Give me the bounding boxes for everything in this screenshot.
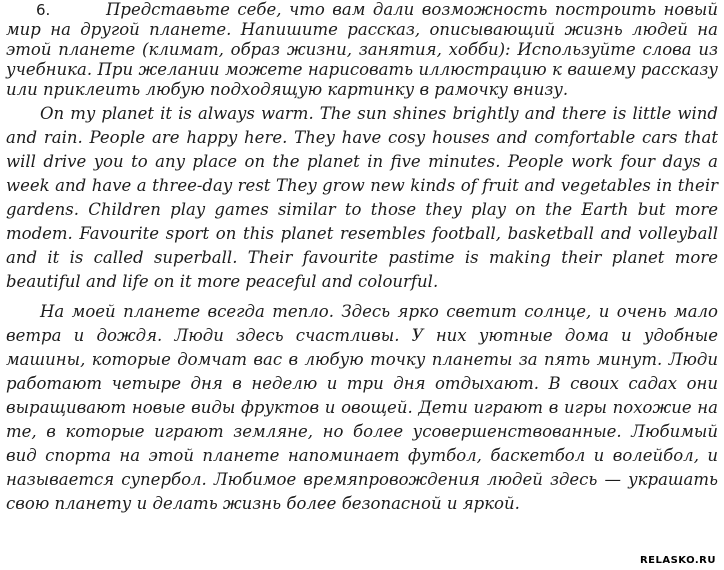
task-number: 6. (36, 1, 51, 19)
task-text: Представьте себе, что вам дали возможность построить новый мир на другой планете. Напишите рассказ, описывающий жизнь людей на этой планете (климат, образ жизни, занятия, хобби): Используйте слова из учебника. При желании можете нарисовать иллюстрацию к вашему рассказу или приклеить любую подходящую картинку в рамочку внизу. (6, 0, 718, 99)
essay-english: On my planet it is always warm. The sun shines brightly and there is little wind and rain. People are happy here. They have cosy houses and comfortable cars that will drive you to any place on the planet in five minutes. People work four days a week and have a three-day rest They grow new kinds of fruit and vegetables in their gardens. Children play games similar to those they play on the Earth but more modem. Favourite sport on this planet resembles football, basketball and volleyball and it is called superball. Their favourite pastime is making their planet more beautiful and life on it more peaceful and colourful. (6, 104, 718, 291)
watermark-text: RELASKO.RU (639, 555, 716, 566)
document-page (6, 0, 718, 570)
task-instruction (6, 0, 718, 100)
essay-russian: На моей планете всегда тепло. Здесь ярко светит солнце, и очень мало ветра и дождя. Люди здесь счастливы. У них уютные дома и удобные машины, которые домчат вас в любую точку планеты за пять минут. Люди работают четыре дня в неделю и три дня отдыхают. В своих садах они выращивают новые виды фруктов и овощей. Дети играют в игры похожие на те, в которые играют земляне, но более усовершенствованные. Любимый вид спорта на этой планете напоминает футбол, баскетбол и волейбол, и называется супербол. Любимое времяпровождения людей здесь — украшать свою планету и делать жизнь более безопасной и яркой. (6, 302, 718, 513)
